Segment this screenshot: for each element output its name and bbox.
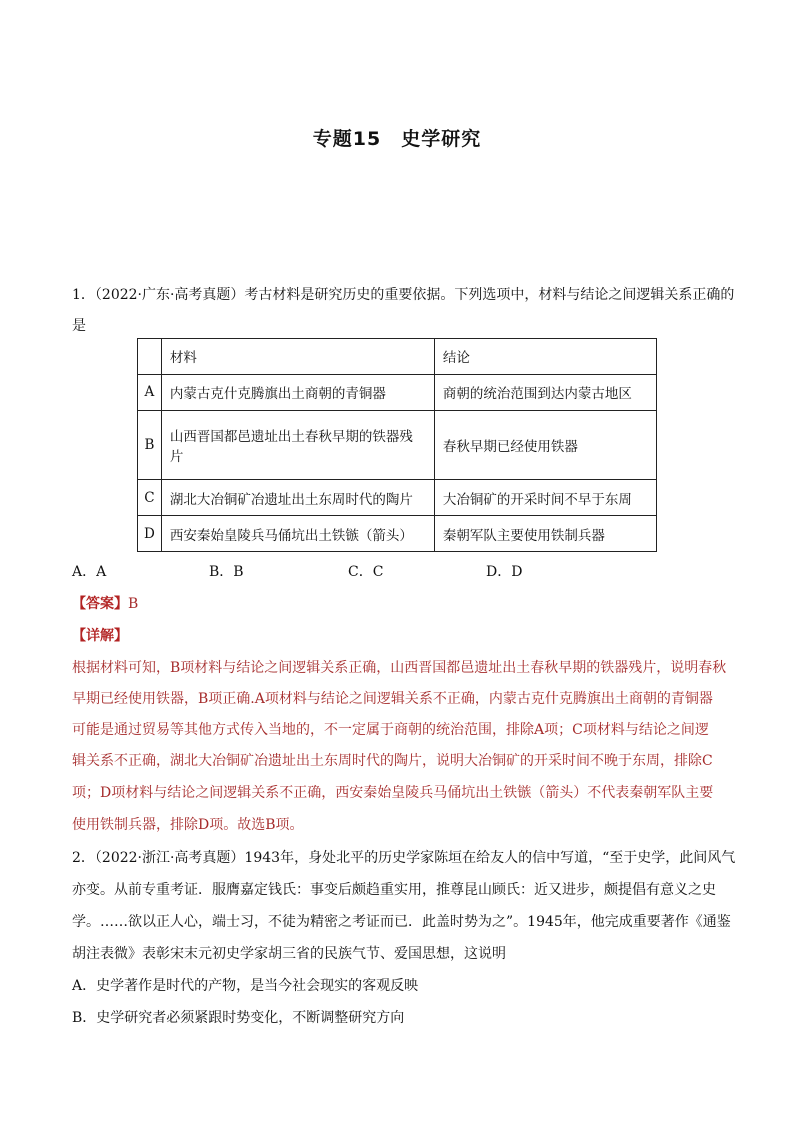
q1-detail-line: 辑关系不正确，湖北大冶铜矿冶遗址出土东周时代的陶片，说明大冶铜矿的开采时间不晚于东周，排除C — [72, 753, 713, 769]
q1-detail-heading — [72, 625, 732, 645]
q1-option-d: D．D — [486, 564, 523, 580]
q1-detail-line: 早期已经使用铁器，B项正确.A项材料与结论之间逻辑关系不正确，内蒙古克什克腾旗出土商朝的青铜器 — [72, 691, 713, 707]
table-cell-conclusion: 春秋早期已经使用铁器 — [434, 410, 656, 480]
table-header-cell: 材料 — [161, 339, 434, 375]
q1-option-b: B．B — [209, 564, 244, 580]
q1-detail-line: 项；D项材料与结论之间逻辑关系不正确，西安秦始皇陵兵马俑坑出土铁镞（箭头）不代表秦朝军队主要 — [72, 785, 714, 801]
q2-stem-line: 胡注表微》表彰宋末元初史学家胡三省的民族气节、爱国思想，这说明 — [72, 946, 506, 962]
table-cell-option: D — [138, 516, 162, 552]
table-cell-option: A — [138, 374, 162, 410]
answer-value: B — [128, 596, 139, 612]
table-cell-option: C — [138, 480, 162, 516]
q1-material-table — [137, 338, 657, 552]
page-title: 专题15 史学研究 — [312, 128, 482, 150]
table-cell-conclusion: 秦朝军队主要使用铁制兵器 — [434, 516, 656, 552]
table-header-cell — [138, 339, 162, 375]
q1-option-a: A．A — [72, 564, 107, 580]
table-row — [138, 480, 657, 516]
table-row — [138, 516, 657, 552]
q2-stem-line: 学。……欲以正人心，端士习，不徒为精密之考证而已．此盖时势为之”。1945年，他完成重要著作《通鉴 — [72, 914, 731, 930]
q2-stem-line: 亦变。从前专重考证．服膺嘉定钱氏：事变后颇趋重实用，推尊昆山顾氏：近又进步，颇提倡有意义之史 — [72, 882, 716, 898]
table-cell-option: B — [138, 410, 162, 480]
table-cell-material: 西安秦始皇陵兵马俑坑出土铁镞（箭头） — [161, 516, 434, 552]
table-row — [138, 410, 657, 480]
q1-answer — [72, 593, 732, 613]
q1-option-c: C．C — [348, 564, 384, 580]
q1-detail-line: 根据材料可知，B项材料与结论之间逻辑关系正确，山西晋国都邑遗址出土春秋早期的铁器残片，说明春秋 — [72, 660, 727, 676]
table-header-row — [138, 339, 657, 375]
q2-option-b: B．史学研究者必须紧跟时势变化，不断调整研究方向 — [72, 1010, 405, 1026]
table-header-cell: 结论 — [434, 339, 656, 375]
q1-detail-line: 使用铁制兵器，排除D项。故选B项。 — [72, 817, 304, 833]
q2-option-a: A．史学著作是时代的产物，是当今社会现实的客观反映 — [72, 978, 419, 994]
q1-detail-line: 可能是通过贸易等其他方式传入当地的，不一定属于商朝的统治范围，排除A项；C项材料与结论之间逻 — [72, 722, 709, 738]
table-cell-material: 内蒙古克什克腾旗出土商朝的青铜器 — [161, 374, 434, 410]
q1-stem-line-2: 是 — [72, 318, 86, 334]
table-cell-material: 湖北大冶铜矿冶遗址出土东周时代的陶片 — [161, 480, 434, 516]
table-cell-material: 山西晋国都邑遗址出土春秋早期的铁器残片 — [161, 410, 434, 480]
table-cell-conclusion: 大冶铜矿的开采时间不早于东周 — [434, 480, 656, 516]
q2-stem-line: 2．（2022·浙江·高考真题）1943年，身处北平的历史学家陈垣在给友人的信中写道，“至于史学，此间风气 — [72, 850, 736, 866]
q1-options — [72, 561, 732, 581]
q1-stem-line-1: 1．（2022·广东·高考真题）考古材料是研究历史的重要依据。下列选项中，材料与结论之间逻辑关系正确的 — [72, 287, 735, 303]
answer-label: 【答案】 — [72, 596, 128, 612]
table-row — [138, 374, 657, 410]
detail-label: 【详解】 — [72, 628, 128, 644]
table-cell-conclusion: 商朝的统治范围到达内蒙古地区 — [434, 374, 656, 410]
